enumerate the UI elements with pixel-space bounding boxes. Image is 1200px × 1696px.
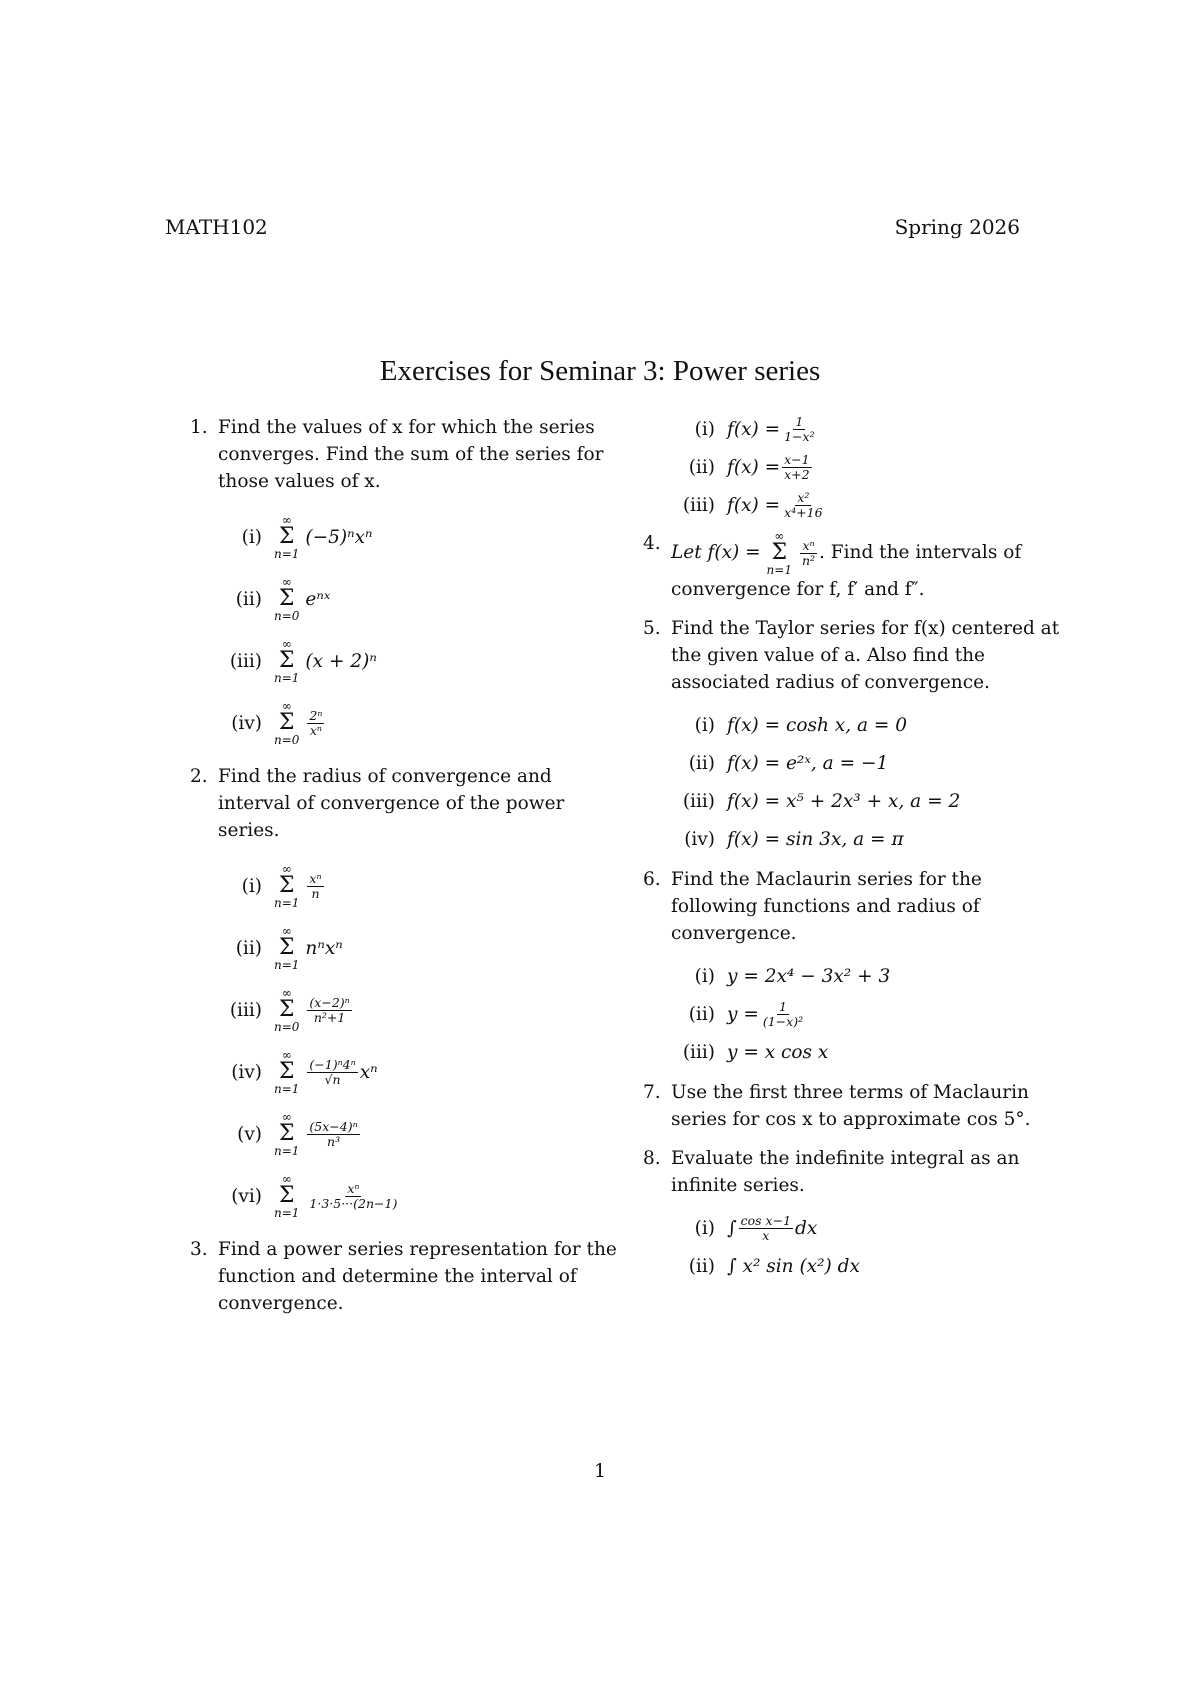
left-column — [190, 414, 620, 1329]
problem-text: Find the values of x for which the series converges. Find the sum of the series for those values of x. — [218, 417, 604, 492]
problem-text: Evaluate the indefinite integral as an infinite series. — [671, 1148, 1020, 1196]
fraction: $\frac{\text{xⁿ}}{1\cdot 3\cdot 5\cdot\cdot\cdot(2n-1)}$ — [309, 1180, 398, 1211]
sum-symbol: ∞ Σ n=1 — [274, 1110, 300, 1158]
page-number: 1 — [593, 1460, 607, 1482]
item: (iv) ∞ Σ n=1 $\frac{\text{(−1)ⁿ4ⁿ}}{√n}$ xⁿ — [231, 1048, 378, 1096]
item: (i) y = 2x⁴ − 3x² + 3 — [694, 965, 891, 987]
item: (ii) ∞ Σ n=1 nⁿxⁿ — [235, 924, 343, 972]
item: (i) ∞ Σ n=1 (−5)ⁿxⁿ — [241, 513, 373, 561]
problem-6 — [643, 866, 1063, 1067]
problem-8 — [643, 1145, 1063, 1281]
item: (i) f(x) = $\frac{1}{\text{1−x²}}$ — [694, 413, 815, 444]
item: (i) ∞ Σ n=1 $\frac{\text{xⁿ}}{n}$ — [241, 862, 322, 910]
problem-5 — [643, 615, 1063, 854]
sum-symbol: ∞ Σ n=1 — [274, 1172, 300, 1220]
problem-number: 8. — [643, 1148, 661, 1169]
item: (iii) f(x) = x⁵ + 2x³ + x, a = 2 — [682, 790, 961, 812]
item: (vi) ∞ Σ n=1 $\frac{\text{xⁿ}}{1\cdot 3\cdot 5\cdot\cdot\cdot(2n-1)}$ — [231, 1172, 398, 1220]
problem-1 — [190, 414, 620, 751]
sum-symbol: ∞ Σ n=0 — [274, 699, 300, 747]
problem-text: Let f(x) = ∞ Σ n=1 $\frac{\text{xⁿ}}{\text{n²}}$ . Find the intervals of convergence for f, f′ and f″. — [671, 529, 1022, 600]
problem-4 — [643, 530, 1063, 603]
item: (ii) ∫ x² sin (x²) dx — [688, 1255, 860, 1277]
problem-text: Find the radius of convergence and interval of convergence of the power series. — [218, 766, 565, 841]
problem-7 — [643, 1079, 1063, 1133]
item: (i) ∫ $\frac{\text{cos x−1}}{x}$ dx — [694, 1212, 818, 1243]
sum-symbol: ∞ Σ n=1 — [274, 513, 300, 561]
fraction: $\frac{\text{cos x−1}}{x}$ — [740, 1212, 792, 1243]
sum-symbol: ∞ Σ n=1 — [274, 924, 300, 972]
term: Spring 2026 — [894, 215, 1020, 239]
problem-text: Find a power series representation for the function and determine the interval of convergence. — [218, 1239, 617, 1314]
problem-text: Find the Taylor series for f(x) centered at the given value of a. Also find the associated radius of convergence. — [671, 618, 1060, 693]
item: (iii) f(x) = $\frac{\text{x²}}{\text{x⁴+16}}$ — [682, 489, 823, 520]
fraction: $\frac{\text{xⁿ}}{\text{n²}}$ — [801, 537, 816, 568]
page-title: Exercises for Seminar 3: Power series — [379, 355, 821, 387]
item: (i) f(x) = cosh x, a = 0 — [694, 714, 908, 736]
problem-number: 3. — [190, 1239, 208, 1260]
right-column — [643, 414, 1063, 1293]
fraction: $\frac{\text{xⁿ}}{n}$ — [309, 870, 322, 901]
item: (ii) f(x) = $\frac{x-1}{x+2}$ — [688, 451, 810, 482]
item: (ii) y = $\frac{1}{\text{(1−x)²}}$ — [688, 998, 804, 1029]
sum-symbol: ∞ Σ n=1 — [274, 637, 300, 685]
item: (iv) ∞ Σ n=0 $\frac{\text{2ⁿ}}{\text{xⁿ}}$ — [231, 699, 323, 747]
fraction: $\frac{\text{x²}}{\text{x⁴+16}}$ — [784, 489, 823, 520]
problem-3-items — [671, 414, 1063, 520]
fraction: $\frac{x-1}{x+2}$ — [784, 451, 810, 482]
fraction: $\frac{\text{(5x−4)ⁿ}}{\text{n³}}$ — [309, 1118, 358, 1149]
fraction: $\frac{\text{(−1)ⁿ4ⁿ}}{√n}$ — [309, 1056, 356, 1087]
fraction: $\frac{1}{\text{1−x²}}$ — [784, 413, 815, 444]
sum-symbol: ∞ Σ n=0 — [274, 575, 300, 623]
sum-symbol: ∞ Σ n=1 — [274, 1048, 300, 1096]
problem-number: 7. — [643, 1082, 661, 1103]
item: (iii) ∞ Σ n=0 $\frac{\text{(x−2)ⁿ}}{\text{n²+1}}$ — [229, 986, 350, 1034]
item: (ii) f(x) = e²ˣ, a = −1 — [688, 752, 889, 774]
sum-symbol: ∞ Σ n=0 — [274, 986, 300, 1034]
item: (iv) f(x) = sin 3x, a = π — [684, 828, 904, 850]
item: (ii) ∞ Σ n=0 eⁿˣ — [235, 575, 331, 623]
problem-text: Use the first three terms of Maclaurin series for cos x to approximate cos 5°. — [671, 1082, 1031, 1130]
problem-2 — [190, 763, 620, 1224]
item: (v) ∞ Σ n=1 $\frac{\text{(5x−4)ⁿ}}{\text{n³}}$ — [237, 1110, 358, 1158]
problem-text: Find the Maclaurin series for the following functions and radius of convergence. — [671, 869, 982, 944]
fraction: $\frac{\text{(x−2)ⁿ}}{\text{n²+1}}$ — [309, 994, 350, 1025]
problem-number: 2. — [190, 766, 208, 787]
fraction: $\frac{\text{2ⁿ}}{\text{xⁿ}}$ — [309, 707, 323, 738]
fraction: $\frac{1}{\text{(1−x)²}}$ — [762, 998, 804, 1029]
sum-symbol: ∞ Σ n=1 — [766, 529, 792, 577]
item: (iii) ∞ Σ n=1 (x + 2)ⁿ — [229, 637, 377, 685]
sum-symbol: ∞ Σ n=1 — [274, 862, 300, 910]
problem-number: 4. — [643, 533, 661, 554]
problem-number: 1. — [190, 417, 208, 438]
course-code: MATH102 — [165, 215, 268, 239]
item: (iii) y = x cos x — [682, 1041, 829, 1063]
problem-number: 5. — [643, 618, 661, 639]
problem-3 — [190, 1236, 620, 1317]
problem-number: 6. — [643, 869, 661, 890]
